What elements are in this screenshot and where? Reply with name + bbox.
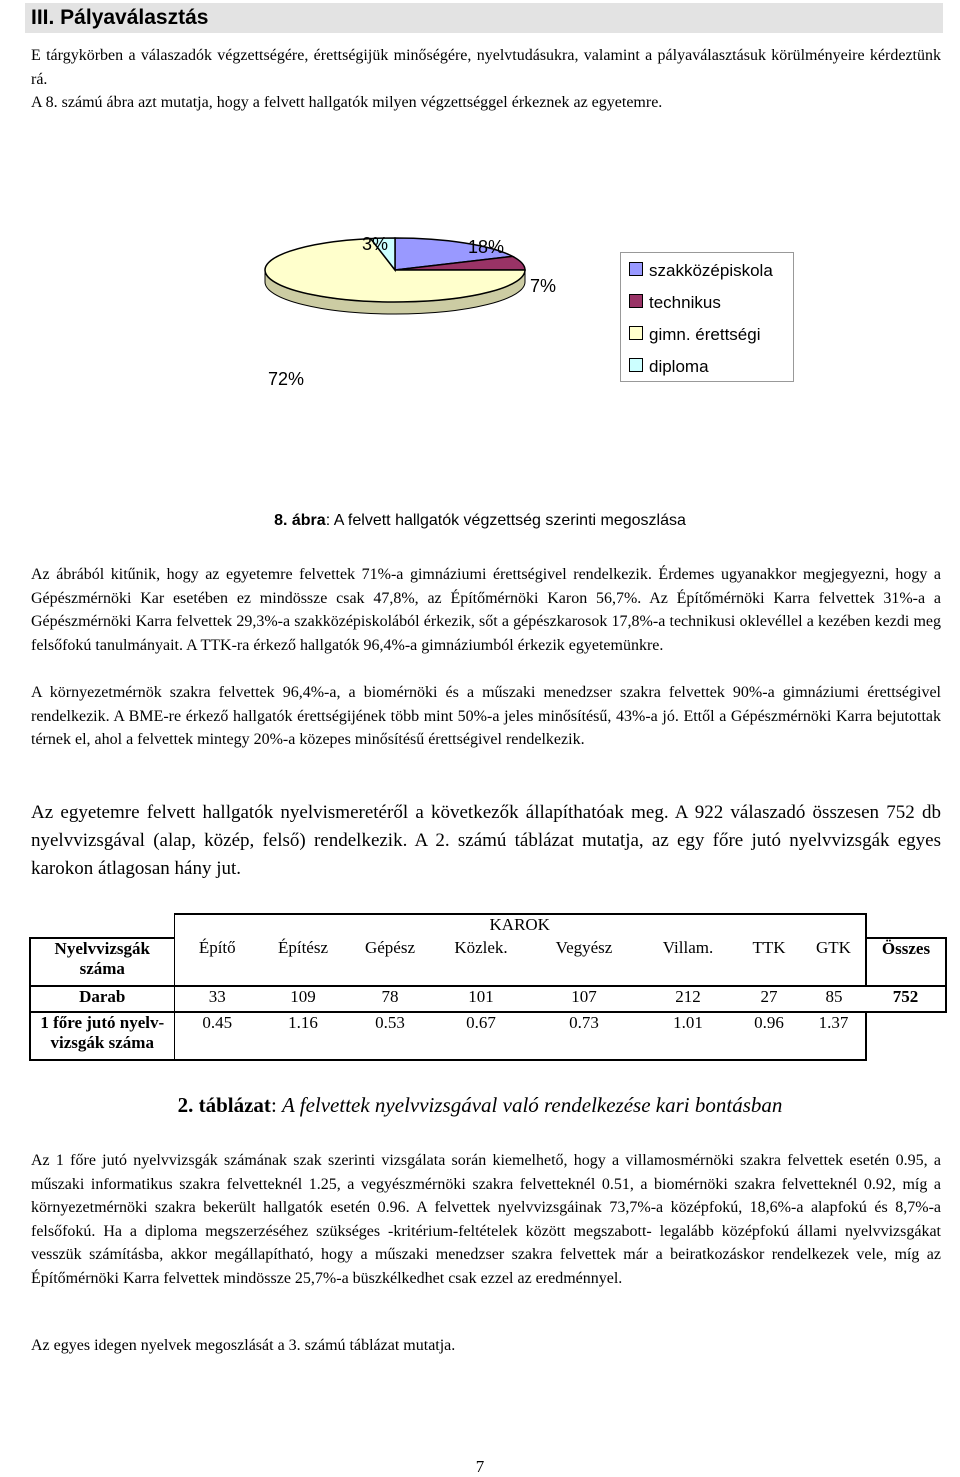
table-cell: 101 — [434, 986, 528, 1012]
table-row-label — [30, 1012, 174, 1060]
legend-label: technikus — [649, 293, 721, 312]
table-col-header: Villam. — [662, 938, 714, 957]
table-cell: 0.73 — [528, 1012, 640, 1060]
pie-slice-label: 3% — [362, 234, 389, 254]
table-cell: 107 — [528, 986, 640, 1012]
table-row — [30, 986, 946, 1012]
page-number: 7 — [475, 1457, 485, 1476]
language-detail-paragraph: Az 1 főre jutó nyelvvizsgák számának szak szerinti vizsgálata során kiemelhető, hogy a villamosmérnöki szakra felvettek esetén 0.95, a műszaki informatikus szakra felvetteknél 1.25, a vegyészmérnöki szakra felvetteknél 0.51, a biomérnöki szakra felvetteknél 0.92, míg a környezetmérnöki szakra bekerült hallgatók esetén 0.96. A felvettek nyelvvizsgáinak 73,7%-a középfokú, 18,6%-a alapfokú és 8,7%-a felsőfokú. Ha a diploma megszerzéséhez szükséges -kritérium-feltételek között megszabott- legalább középfokú állami nyelvvizsgákat vesszük számításba, akkor megállapítható, hogy a műszaki menedzser szakra felvettek már a beiratkozáskor rendelkezek vele, míg az Építőmérnöki Karra felvettek mindössze 25,7%-a büszkélkedhet csak ezzel az eredménnyel. — [31, 1152, 941, 1287]
table-cell: 1.37 — [802, 1012, 866, 1060]
table-row-label-line2: vizsgák száma — [50, 1033, 154, 1052]
table-row-label: Darab — [30, 986, 174, 1012]
table-cell: 1.01 — [640, 1012, 736, 1060]
figure-caption-number: 8. ábra — [274, 512, 326, 529]
table-cell: 0.96 — [736, 1012, 802, 1060]
table-col-header: Vegyész — [555, 938, 613, 957]
table-cell: 27 — [736, 986, 802, 1012]
table-total-header: Összes — [866, 938, 946, 986]
table-cell: 1.16 — [260, 1012, 346, 1060]
table-caption-number: 2. táblázat — [177, 1093, 271, 1117]
table-cell: 0.45 — [174, 1012, 260, 1060]
legend-swatch — [629, 294, 643, 308]
table-col-header: Építő — [198, 938, 236, 957]
language-intro-paragraph: Az egyetemre felvett hallgatók nyelvismeretéről a következők állapíthatóak meg. A 922 válaszadó összesen 752 db nyelvvizsgával (alap, közép, felső) rendelkezik. A 2. számú táblázat mutatja, az egy főre jutó nyelvvizsgák egyes karokon átlagosan hány jut. — [31, 802, 941, 879]
figure-intro-paragraph: A 8. számú ábra azt mutatja, hogy a felvett hallgatók milyen végzettséggel érkeznek az egyetemre. — [31, 94, 663, 111]
table-col-header: Közlek. — [454, 938, 508, 957]
figure-caption-text: : A felvett hallgatók végzettség szerinti megoszlása — [325, 512, 686, 529]
table-row — [30, 1012, 946, 1060]
language-exam-table — [29, 913, 947, 1061]
figure-caption — [0, 512, 960, 530]
pie-slice-label: 18% — [468, 237, 505, 257]
legend-item-diploma — [629, 355, 709, 379]
pie-slice-label: 72% — [268, 369, 305, 389]
legend-item-gimn-erettsegi — [629, 323, 761, 347]
legend-swatch — [629, 326, 643, 340]
pie-slice-label: 7% — [530, 276, 557, 296]
table-cell: 0.67 — [434, 1012, 528, 1060]
section-heading: III. Pályaválasztás — [25, 3, 943, 33]
legend-label: gimn. érettségi — [649, 325, 761, 344]
outro-paragraph: Az egyes idegen nyelvek megoszlását a 3. számú táblázat mutatja. — [31, 1337, 456, 1354]
table-cell: 85 — [802, 986, 866, 1012]
legend-item-szakkozepiskola — [629, 259, 773, 283]
table-caption-colon: : — [270, 1093, 283, 1117]
table-cell: 109 — [260, 986, 346, 1012]
legend-swatch — [629, 262, 643, 276]
table-cell: 0.53 — [346, 1012, 434, 1060]
table-col-header: TTK — [752, 938, 786, 957]
analysis-paragraph-2: A környezetmérnök szakra felvettek 96,4%-a, a biomérnöki és a műszaki menedzser szakra felvettek 90%-a gimnáziumi érettségivel rendelkezik. A BME-re érkező hallgatók érettségijének több mint 50%-a jeles minősítésű, 43%-a jó. Ettől a Gépészmérnöki Karra bejutottak térnek el, ahol a felvettek mintegy 20%-a közepes minősítésű érettségivel rendelkezik. — [31, 684, 941, 749]
table-cell: 212 — [640, 986, 736, 1012]
analysis-paragraph-1: Az ábrából kitűnik, hogy az egyetemre felvettek 71%-a gimnáziumi érettségivel rendelkezik. Érdemes ugyanakkor megjegyezni, hogy a Gépészmérnöki Kar esetében ez mindössze csak 47,8%, az Építőmérnöki Karon 56,7%. Az Építőmérnöki Karra felvettek 31%-a a Gépészmérnöki Karra felvettek 29,3%-a szakközépiskolából érkezik, sőt a gépészkarosok 17,8%-a technikusi oklevéllel a kezében kezdi meg felsőfokú tanulmányait. A TTK-ra érkező hallgatók 96,4%-a gimnáziumból érkezik egyetemünkre. — [31, 566, 941, 654]
table-caption-text: A felvettek nyelvvizsgával való rendelkezése kari bontásban — [282, 1093, 783, 1117]
table-cell: 78 — [346, 986, 434, 1012]
chart-legend — [620, 252, 794, 382]
table-total-cell: 752 — [866, 986, 946, 1012]
table-col-header: Gépész — [364, 938, 416, 957]
table-col-header: Építész — [277, 938, 329, 957]
legend-item-technikus — [629, 291, 721, 315]
legend-swatch — [629, 358, 643, 372]
table-row-header-label: Nyelvvizsgák száma — [30, 938, 174, 986]
intro-paragraph: E tárgykörben a válaszadók végzettségére, érettségijük minőségére, nyelvtudásukra, valamint a pályaválasztásuk körülményeire kérdeztünk rá. — [31, 47, 941, 88]
table-group-header: KAROK — [174, 914, 866, 938]
table-row-label-line1: 1 főre jutó nyelv- — [40, 1013, 165, 1032]
legend-label: diploma — [649, 357, 709, 376]
table-cell: 33 — [174, 986, 260, 1012]
table-caption — [0, 1093, 960, 1118]
table-col-header: GTK — [802, 938, 866, 986]
legend-label: szakközépiskola — [649, 261, 773, 280]
table-total-cell — [866, 1012, 946, 1060]
